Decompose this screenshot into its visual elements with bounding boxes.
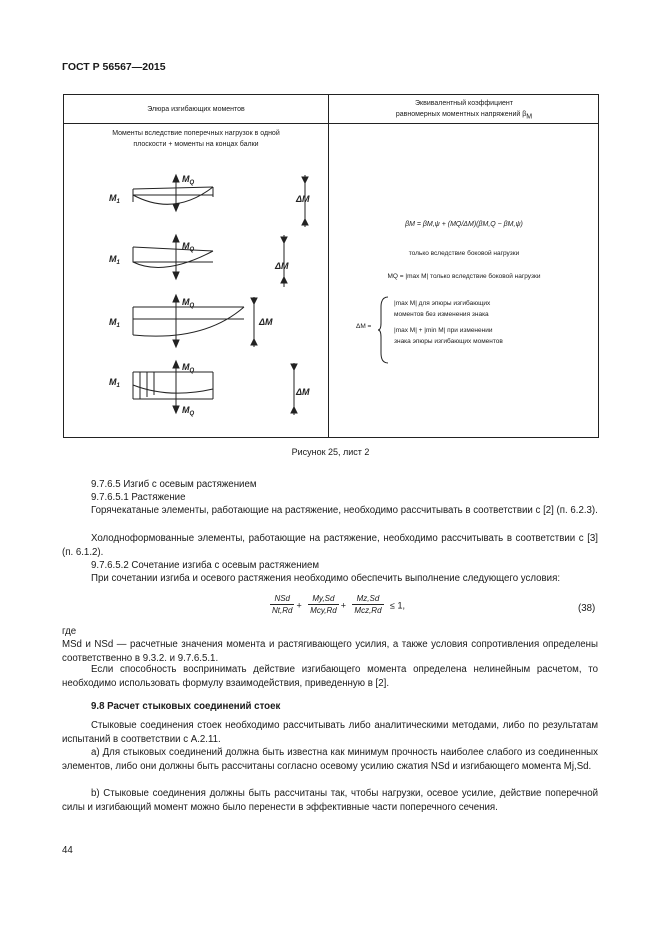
section-9765: 9.7.6.5 Изгиб с осевым растяжением [91, 479, 257, 490]
figure-caption: Рисунок 25, лист 2 [291, 447, 370, 457]
paragraph-cold-formed: Холодноформованные элементы, работающие на растяжение, необходимо рассчитывать в соответствии с [3] (п. 6.1.2). [62, 533, 598, 558]
left-brace [378, 295, 390, 365]
paragraph-nonlinear: Если способность воспринимать действие изгибающего момента определена нелинейным расчетом, то необходимо использовать формулу взаимодействия, приведенную в [2]. [62, 664, 598, 689]
moment-diagram-4 [133, 361, 297, 415]
paragraph-definitions: MSd и NSd — расчетные значения момента и растягивающего усилия, а также условия сопротивления определены соответственно в 9.3.2. и 9.7.6.5.1. [62, 639, 598, 664]
paragraph-hot-rolled: Горячекатаные элементы, работающие на растяжение, необходимо рассчитывать в соответствии с [2] (п. 6.2.3). [91, 505, 598, 516]
moment-diagram-3 [133, 295, 257, 347]
label-dm-4: ΔM [296, 387, 310, 397]
section-98: 9.8 Расчет стыковых соединений стоек [91, 701, 281, 712]
mq-definition: MQ = |max M| только вследствие боковой нагрузки [387, 273, 541, 280]
moment-diagrams [104, 167, 314, 429]
label-mq-2: $M_Q$ [182, 241, 195, 253]
dm-case-2: |max M| + |min M| при изменении знака эпюры изгибающих моментов [394, 327, 503, 345]
label-dm-3: ΔM [259, 317, 273, 327]
dm-case-1: |max M| для эпюры изгибающих моментов без изменения знака [394, 300, 491, 318]
document-code: ГОСТ Р 56567—2015 [62, 61, 166, 73]
equation-38: $\frac{\text{NSd}}{Nt,Rd}$ + $\frac{My,Sd}{\text{Mcy,Rd}}$ + $\frac{Mz,Sd}{\text{Mcz,Rd}}$ ≤ 1, [272, 594, 405, 615]
moment-diagram-2 [133, 235, 287, 287]
label-m1-2: $M_1$ [109, 254, 120, 266]
column-divider [328, 95, 329, 437]
paragraph-item-a: а) Для стыковых соединений должна быть известна как минимум прочность наиболее слабого из соединенных элементов, либо они должны быть рассчитаны согласно осевому усилию сжатия NSd и изгибающего момента Mj,Sd. [62, 747, 598, 772]
label-mq-4b: $M_Q$ [182, 405, 195, 417]
note-lateral: только вследствие боковой нагрузки [408, 250, 520, 257]
paragraph-item-b: b) Стыковые соединения должны быть рассчитаны так, чтобы нагрузки, осевое усилие, действие поперечной силы и изгибающий момент можно было перенести в эффективные части поперечного сечения. [62, 788, 598, 813]
column-title-coefficient: Эквивалентный коэффициент равномерных моментных напряжений $\beta_M$ [395, 100, 533, 121]
label-dm-1: ΔM [296, 194, 310, 204]
label-mq-1: $M_Q$ [182, 174, 195, 186]
label-m1-1: $M_1$ [109, 193, 120, 205]
paragraph-splices: Стыковые соединения стоек необходимо рассчитывать либо аналитическими методами, либо по результатам испытаний в соответствии с А.2.11. [62, 720, 598, 745]
diagram-caption: Моменты вследствие поперечных нагрузок в одной плоскости + моменты на концах балки [112, 130, 280, 148]
dm-prefix: ΔM = [356, 323, 372, 330]
moment-diagram-1 [133, 175, 308, 227]
label-m1-4: $M_1$ [109, 377, 120, 389]
header-divider [64, 123, 598, 124]
section-97652: 9.7.6.5.2 Сочетание изгиба с осевым растяжением [91, 560, 320, 571]
where-label: где [62, 626, 77, 637]
page-number: 44 [62, 845, 73, 856]
paragraph-condition: При сочетании изгиба и осевого растяжения необходимо обеспечить выполнение следующего условия: [91, 573, 561, 584]
figure-table [63, 94, 599, 438]
label-mq-4a: $M_Q$ [182, 362, 195, 374]
section-97651: 9.7.6.5.1 Растяжение [91, 492, 186, 503]
label-m1-3: $M_1$ [109, 317, 120, 329]
column-title-diagram: Элюра изгибающих моментов [147, 106, 245, 113]
label-dm-2: ΔM [275, 261, 289, 271]
label-mq-3: $M_Q$ [182, 297, 195, 309]
formula-beta: βM = βM,ψ + (MQ/ΔM)(βM,Q − βM,ψ) [405, 221, 523, 228]
equation-number: (38) [578, 603, 596, 614]
